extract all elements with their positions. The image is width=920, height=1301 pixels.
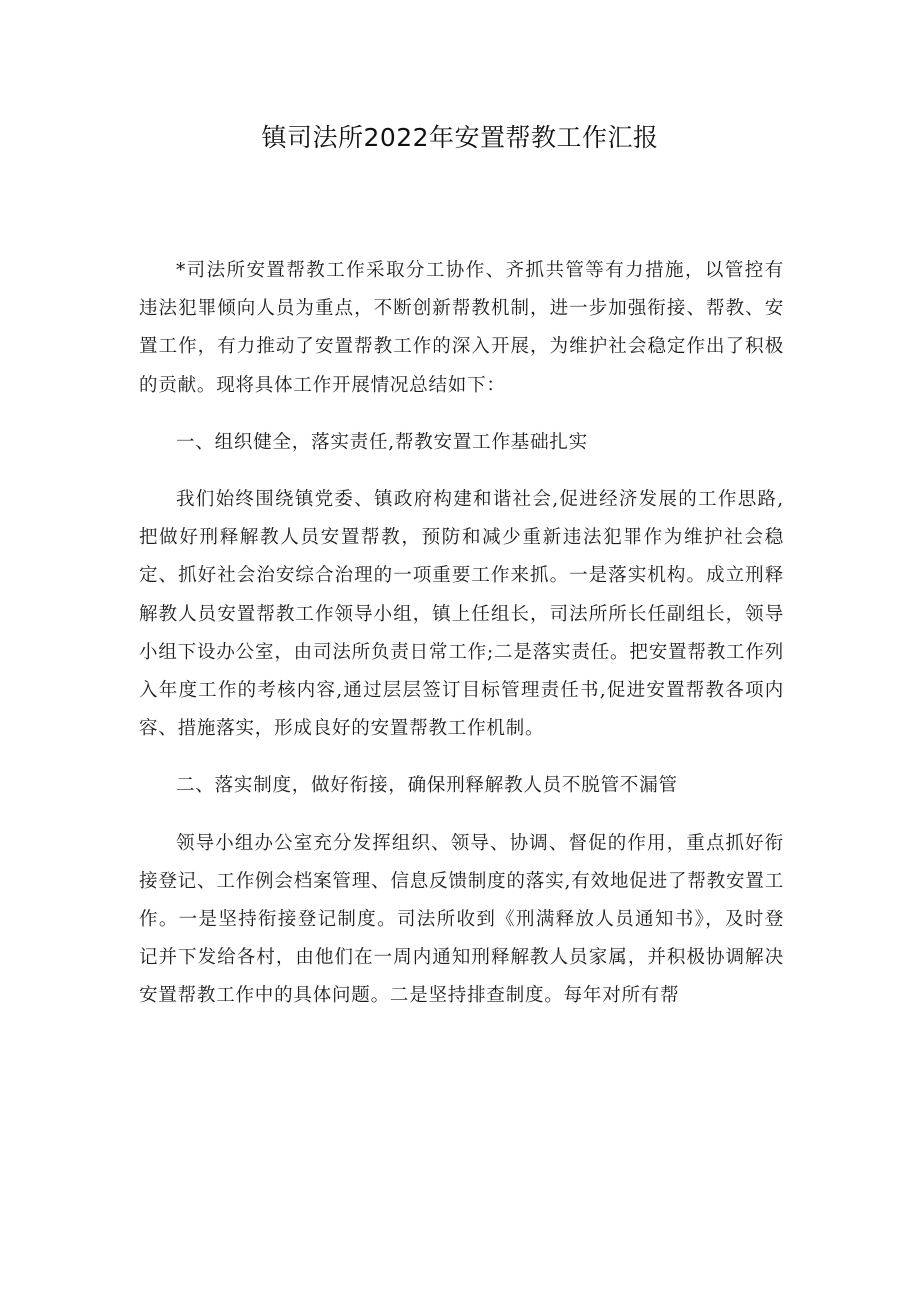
document-body xyxy=(139,252,784,1016)
document-title: 镇司法所2022年安置帮教工作汇报 xyxy=(261,123,659,152)
section-1-heading: 一、组织健全，落实责任,帮教安置工作基础扎实 xyxy=(176,431,588,453)
section-1-body: 我们始终围绕镇党委、镇政府构建和谐社会,促进经济发展的工作思路,把做好刑释解教人员安置帮教，预防和减少重新违法犯罪作为维护社会稳定、抓好社会治安综合治理的一项重要工作来抓。一是落实机构。成立刑释解教人员安置帮教工作领导小组，镇上任组长，司法所所长任副组长，领导小组下设办公室，由司法所负责日常工作;二是落实责任。把安置帮教工作列入年度工作的考核内容,通过层层签订目标管理责任书,促进安置帮教各项内容、措施落实，形成良好的安置帮教工作机制。 xyxy=(139,489,784,740)
section-2-body: 领导小组办公室充分发挥组织、领导、协调、督促的作用，重点抓好衔接登记、工作例会档案管理、信息反馈制度的落实,有效地促进了帮教安置工作。一是坚持衔接登记制度。司法所收到《刑满释放人员通知书》，及时登记并下发给各村，由他们在一周内通知刑释解教人员家属，并积极协调解决安置帮教工作中的具体问题。二是坚持排查制度。每年对所有帮 xyxy=(139,832,784,1007)
section-2-heading: 二、落实制度，做好衔接，确保刑释解教人员不脱管不漏管 xyxy=(176,775,678,797)
intro-paragraph: *司法所安置帮教工作采取分工协作、齐抓共管等有力措施，以管控有违法犯罪倾向人员为重点，不断创新帮教机制，进一步加强衔接、帮教、安置工作，有力推动了安置帮教工作的深入开展，为维护社会稳定作出了积极的贡献。现将具体工作开展情况总结如下： xyxy=(139,260,784,396)
